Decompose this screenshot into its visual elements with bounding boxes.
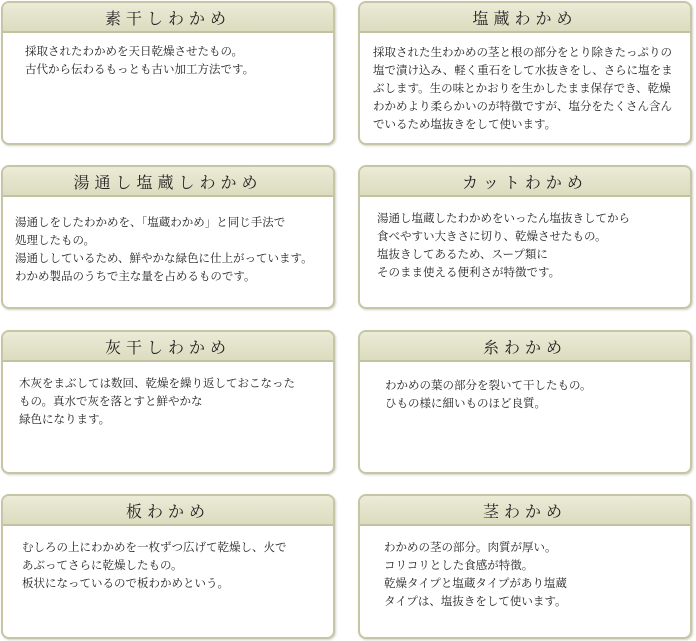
card-ito-wakame: [358, 330, 692, 474]
card-text-line: もの。真水で灰を落とすと鮮やかな: [19, 394, 203, 408]
card-title: 茎わかめ: [482, 501, 567, 521]
card-cut-wakame: [358, 165, 692, 309]
card-title: 素干しわかめ: [104, 8, 231, 28]
card-header: [3, 332, 333, 362]
card-body: [360, 197, 690, 281]
card-yudoshi-enzo-wakame: [1, 165, 335, 309]
card-header: [3, 167, 333, 197]
card-title: 灰干しわかめ: [104, 337, 231, 357]
card-body: [3, 197, 333, 285]
card-text-paragraph: 採取された生わかめの茎と根の部分をとり除きたっぷりの塩で漬け込み、軽く重石をして水抜きをし、さらに塩をまぶします。生の味とかおりを生かしたまま保存でき、乾燥わかめより柔らかいのが特徴ですが、塩分をたくさん含んでいるため塩抜きをして使います。: [373, 45, 673, 131]
card-title: 塩蔵わかめ: [472, 8, 578, 28]
card-text-line: 食べやすい大きさに切り、乾燥させたもの。: [377, 229, 607, 243]
card-text-line: わかめの茎の部分。肉質が厚い。: [384, 540, 557, 554]
card-text-line: タイプは、塩抜きをして使います。: [384, 594, 567, 608]
card-text-line: 湯通ししているため、鮮やかな緑色に仕上がっています。: [15, 251, 313, 265]
card-text-line: そのまま使える便利さが特徴です。: [377, 265, 561, 279]
card-text-line: 木灰をまぶしては数回、乾燥を繰り返しておこなった: [19, 376, 295, 390]
card-text-line: 古代から伝わるもっとも古い加工方法です。: [25, 62, 255, 76]
card-text-line: 湯通しをしたわかめを、「塩蔵わかめ」と同じ手法で: [15, 215, 286, 229]
card-text-line: むしろの上にわかめを一枚ずつ広げて乾燥し、火で: [22, 540, 287, 554]
card-text-line: 採取されたわかめを天日乾燥させたもの。: [25, 44, 244, 58]
card-text-line: あぶってさらに乾燥したもの。: [22, 558, 183, 572]
card-ita-wakame: [1, 494, 335, 639]
card-title: 糸わかめ: [482, 337, 567, 357]
card-suboshi-wakame: [1, 1, 335, 145]
card-header: [360, 496, 690, 526]
card-header: [360, 332, 690, 362]
card-title: 板わかめ: [125, 501, 210, 521]
card-body: [3, 362, 333, 428]
card-text-line: 乾燥タイプと塩蔵タイプがあり塩蔵: [384, 576, 567, 590]
card-body: [3, 526, 333, 592]
card-text-line: 塩抜きしてあるため、スープ類に: [377, 247, 548, 261]
card-body: [360, 526, 690, 610]
card-text-line: 板状になっているので板わかめという。: [22, 576, 229, 590]
card-body: [3, 33, 333, 78]
card-haiboshi-wakame: [1, 330, 335, 474]
card-body: [360, 362, 690, 412]
card-kuki-wakame: [358, 494, 692, 639]
card-text-line: わかめ製品のうちで主な量を占めるものです。: [15, 269, 256, 283]
card-text-line: 処理したもの。: [15, 233, 96, 247]
card-enzo-wakame: [358, 1, 692, 145]
card-title: 湯通し塩蔵しわかめ: [73, 172, 263, 192]
card-header: [3, 496, 333, 526]
card-text-line: ひもの様に細いものほど良質。: [385, 396, 546, 410]
card-text-line: コリコリとした食感が特徴。: [384, 558, 534, 572]
card-header: [3, 3, 333, 33]
card-text-line: 緑色になります。: [19, 412, 111, 426]
card-text-line: わかめの葉の部分を裂いて干したもの。: [385, 378, 592, 392]
card-body: [360, 33, 690, 133]
card-header: [360, 167, 690, 197]
card-title: カットわかめ: [462, 172, 588, 192]
card-text-line: 湯通し塩蔵したわかめをいったん塩抜きしてから: [377, 211, 630, 225]
card-header: [360, 3, 690, 33]
